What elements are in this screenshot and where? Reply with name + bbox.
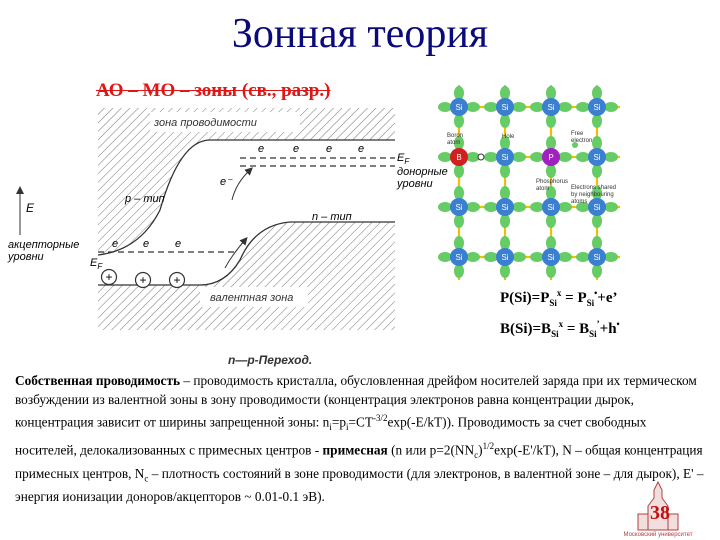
- lattice-label-free-electron: Free electron: [571, 131, 593, 144]
- lattice-atom-si: [484, 236, 526, 278]
- hole-2: [136, 273, 151, 288]
- svg-text:Si: Si: [593, 203, 601, 212]
- lattice-atom-si: [576, 86, 618, 128]
- lattice-atom-si: [438, 186, 480, 228]
- slide-subtitle: АО – МО – зоны (св., разр.): [96, 80, 331, 101]
- svg-text:Si: Si: [547, 253, 555, 262]
- junction-caption: n—p-Переход.: [228, 353, 313, 367]
- page-number: 38: [650, 502, 670, 524]
- acceptor-levels-label: акцепторные уровни: [8, 239, 80, 263]
- svg-text:Si: Si: [501, 203, 509, 212]
- svg-text:Si: Si: [455, 103, 463, 112]
- lattice-atom-si: [484, 86, 526, 128]
- lattice-atom-phosphorus: [530, 136, 572, 178]
- lattice-atom-si: [484, 186, 526, 228]
- acceptor-electron-1: e: [112, 238, 119, 250]
- electron-1: e: [258, 143, 265, 155]
- svg-text:Si: Si: [593, 153, 601, 162]
- energy-axis-label: E: [26, 201, 35, 215]
- hole-1: [102, 270, 117, 285]
- svg-text:Si: Si: [501, 153, 509, 162]
- svg-text:+: +: [105, 270, 113, 284]
- lattice-atom-si: [530, 236, 572, 278]
- lattice-atom-si: [530, 86, 572, 128]
- svg-text:P: P: [548, 153, 554, 162]
- lattice-atom-si: [530, 186, 572, 228]
- svg-text:Si: Si: [593, 253, 601, 262]
- free-electron-label: e⁻: [220, 176, 232, 188]
- svg-text:Si: Si: [547, 203, 555, 212]
- fermi-label-n: $E_F$: [397, 152, 410, 166]
- lattice-label-hole: Hole: [502, 134, 515, 140]
- electron-3: e: [326, 143, 333, 155]
- lattice-atom-si: [484, 136, 526, 178]
- svg-text:+: +: [173, 273, 181, 287]
- svg-text:Московский университет: Московский университет: [623, 532, 693, 538]
- svg-text:+: +: [139, 273, 147, 287]
- n-type-label: n – тип: [312, 211, 352, 223]
- lattice-label-boron: Boron atom: [447, 133, 464, 146]
- electron-4: e: [358, 143, 365, 155]
- acceptor-electron-3: e: [175, 238, 182, 250]
- lattice-atom-si: [576, 236, 618, 278]
- p-type-label: p – тип: [125, 193, 165, 205]
- svg-text:Si: Si: [593, 103, 601, 112]
- slide-title: Зонная теория: [231, 11, 489, 57]
- electron-2: e: [293, 143, 300, 155]
- donor-levels-label: донорные уровни: [397, 166, 448, 190]
- svg-text:Si: Si: [455, 203, 463, 212]
- formula-phosphorus: $P(Si)=P_{Si}^x = P_{Si}^•+e$’: [500, 288, 618, 308]
- lattice-label-phosphorus: Phosphorus atom: [536, 179, 569, 192]
- svg-text:Si: Si: [501, 103, 509, 112]
- band-diagram: [0, 100, 448, 370]
- svg-text:B: B: [456, 153, 462, 162]
- lattice-atom-si: [438, 86, 480, 128]
- silicon-lattice: [445, 85, 620, 280]
- conduction-band-label: зона проводимости: [154, 117, 257, 129]
- lattice-atom-si: [438, 236, 480, 278]
- formula-boron: $B(Si)=B_{Si}^x = B_{Si}^’+h^•$: [500, 319, 620, 339]
- svg-text:Si: Si: [501, 253, 509, 262]
- conductivity-paragraph: Собственная проводимость – проводимость кристалла, обусловленная дрейфом носителей заряда при их термическом возбуждении из валентной зоны в зону проводимости (концентрация электронов равна концентрации дырок, концентрация зависит от ширины запрещенной зоны: $n_i=p_i=CT^{-3/2}\exp(-E/kT)$). Проводимость за счет свободных носителей, делокализованных с примесных центров - примесная (n или $p=2(NN_c)^{1/2}\exp(-E'/kT)$, N – общая концентрация примесных центров, $N_c$ – плотность состояний в зоне проводимости (для электронов, в валентной зоне – для дырок), E' – энергия ионизации доноров/акцепторов ~ 0.01-0.1 эВ).: [15, 373, 704, 504]
- doping-formulas: [500, 283, 620, 345]
- acceptor-electron-2: e: [143, 238, 150, 250]
- valence-band-label: валентная зона: [210, 292, 294, 304]
- svg-text:Si: Si: [547, 103, 555, 112]
- lattice-hole: [478, 154, 484, 160]
- hole-3: [170, 273, 185, 288]
- svg-text:Si: Si: [455, 253, 463, 262]
- fermi-label-p: $E_F$: [90, 257, 103, 271]
- lattice-label-shared: Electrons shared by neighbouring atoms: [571, 185, 617, 205]
